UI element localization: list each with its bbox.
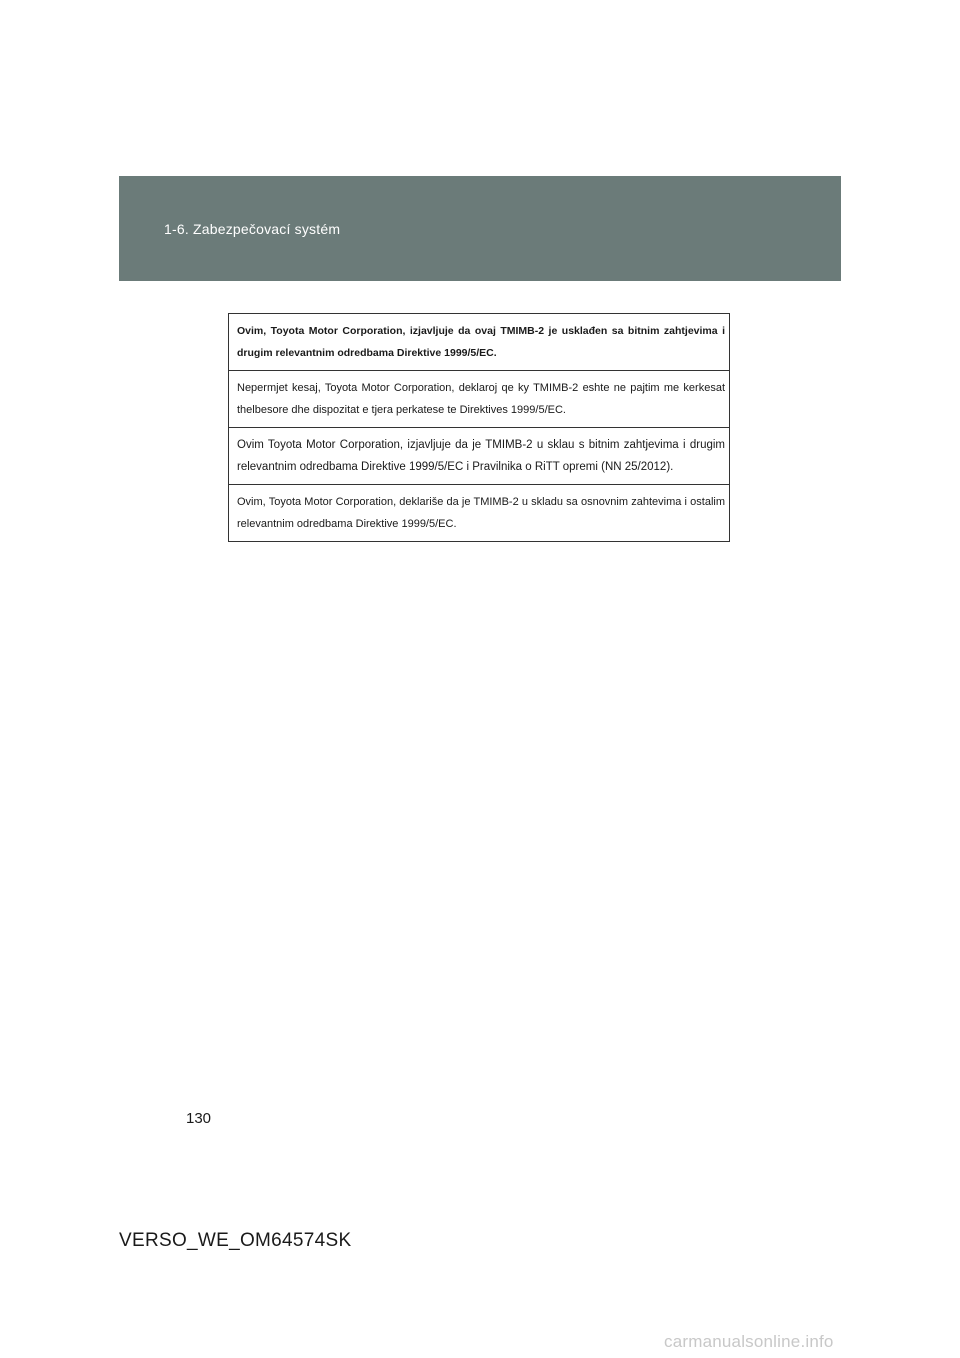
page-number: 130 (186, 1110, 212, 1127)
declaration-serbian: Ovim, Toyota Motor Corporation, deklariše da je TMIMB-2 u skladu sa osnovnim zahtevima i ostalim relevantnim odredbama Direktive 1999/5/EC. (237, 496, 725, 530)
declaration-albanian: Nepermjet kesaj, Toyota Motor Corporation, deklaroj qe ky TMIMB-2 eshte ne pajtim me kerkesat thelbesore dhe dispozitat e tjera perkatese te Direktives 1999/5/EC. (229, 371, 729, 428)
declaration-table (228, 313, 730, 542)
section-title: 1-6. Zabezpečovací systém (164, 221, 341, 237)
section-header-band (119, 176, 841, 281)
declaration-bosnian: Ovim, Toyota Motor Corporation, izjavljuje da ovaj TMIMB-2 je usklađen sa bitnim zahtjevima i drugim relevantnim odredbama Direktive 1999/5/EC. (229, 314, 729, 371)
watermark-text: carmanualsonline.info (664, 1332, 834, 1351)
declaration-croatian: Ovim Toyota Motor Corporation, izjavljuje da je TMIMB-2 u sklau s bitnim zahtjevima i drugim relevantnim odredbama Direktive 1999/5/EC i Pravilnika o RiTT opremi (NN 25/2012). (229, 428, 729, 485)
document-code: VERSO_WE_OM64574SK (119, 1230, 352, 1251)
